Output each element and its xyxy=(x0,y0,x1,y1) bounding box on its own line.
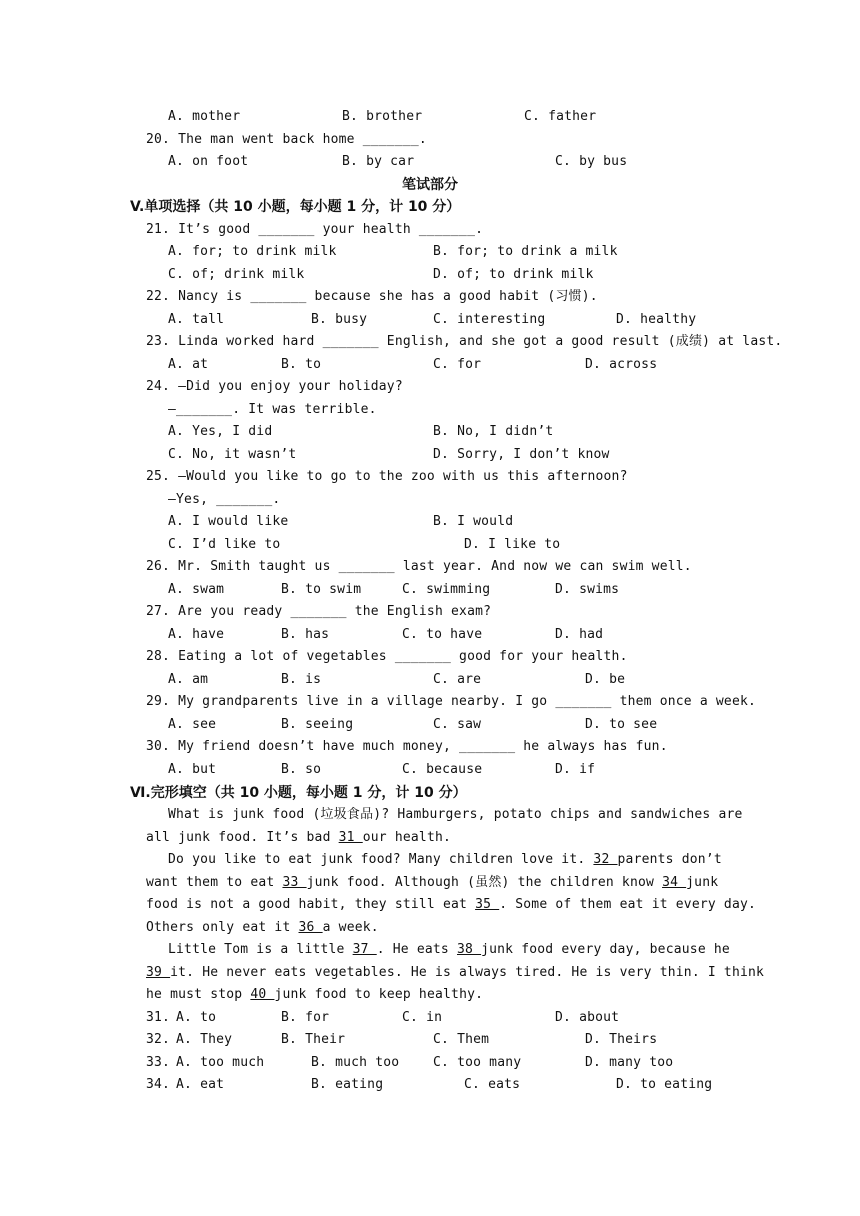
passage-text: Little Tom is a little xyxy=(168,942,353,957)
question-stem: 23. Linda worked hard _______ English, and she got a good result (成绩) at last. xyxy=(146,334,783,349)
question-stem-line2: —_______. It was terrible. xyxy=(168,402,377,417)
option: A. They xyxy=(176,1032,233,1047)
option: B. seeing xyxy=(281,717,354,732)
passage-text: . Some of them eat it every day. xyxy=(499,897,757,912)
option: A. to xyxy=(176,1010,217,1025)
option: C. I’d like to xyxy=(168,537,281,552)
option: D. Theirs xyxy=(585,1032,658,1047)
option: A. see xyxy=(168,717,217,732)
option: C. Them xyxy=(433,1032,490,1047)
question-stem-line2: —Yes, _______. xyxy=(168,492,281,507)
blank-31: 31 xyxy=(338,830,363,845)
option: A. eat xyxy=(176,1077,225,1092)
passage-line xyxy=(146,986,483,1004)
option: B. eating xyxy=(311,1077,384,1092)
blank-39: 39 xyxy=(146,965,171,980)
option: D. healthy xyxy=(616,312,697,327)
question-stem: 25. —Would you like to go to the zoo with us this afternoon? xyxy=(146,469,628,484)
option: D. Sorry, I don’t know xyxy=(433,447,610,462)
option: A. am xyxy=(168,672,209,687)
blank-32: 32 xyxy=(593,852,618,867)
option: C. of; drink milk xyxy=(168,267,305,282)
option: B. to swim xyxy=(281,582,362,597)
option: A. mother xyxy=(168,109,241,124)
option: D. many too xyxy=(585,1055,674,1070)
passage-line xyxy=(168,941,730,959)
option: C. because xyxy=(402,762,483,777)
blank-34: 34 xyxy=(662,875,687,890)
question-stem: 21. It’s good _______ your health _______. xyxy=(146,222,484,237)
option: D. to eating xyxy=(616,1077,713,1092)
option: B. for; to drink a milk xyxy=(433,244,618,259)
passage-line xyxy=(168,851,722,869)
blank-33: 33 xyxy=(282,875,307,890)
cloze-number: 32. xyxy=(146,1032,171,1047)
option: B. is xyxy=(281,672,322,687)
section-5-title: V.单项选择（共 10 小题，每小题 1 分，计 10 分） xyxy=(130,199,461,215)
option: D. about xyxy=(555,1010,620,1025)
option: B. by car xyxy=(342,154,415,169)
passage-text: he must stop xyxy=(146,987,251,1002)
question-stem: 24. —Did you enjoy your holiday? xyxy=(146,379,403,394)
passage-line xyxy=(146,919,379,937)
passage-text: junk food to keep healthy. xyxy=(274,987,484,1002)
question-stem: 27. Are you ready _______ the English exam? xyxy=(146,604,492,619)
option: A. swam xyxy=(168,582,225,597)
option: B. for xyxy=(281,1010,330,1025)
option: A. have xyxy=(168,627,225,642)
passage-text: all junk food. It’s bad xyxy=(146,830,339,845)
question-stem: 28. Eating a lot of vegetables _______ good for your health. xyxy=(146,649,628,664)
option: C. father xyxy=(524,109,597,124)
blank-38: 38 xyxy=(457,942,482,957)
option: C. No, it wasn’t xyxy=(168,447,297,462)
passage-line xyxy=(146,896,756,914)
written-section-title: 笔试部分 xyxy=(402,177,458,193)
option: C. interesting xyxy=(433,312,546,327)
section-6-title: Ⅵ.完形填空（共 10 小题，每小题 1 分，计 10 分） xyxy=(130,785,467,801)
passage-line: What is junk food (垃圾食品)? Hamburgers, potato chips and sandwiches are xyxy=(168,807,743,822)
option: D. to see xyxy=(585,717,658,732)
passage-text: Do you like to eat junk food? Many children love it. xyxy=(168,852,594,867)
passage-text: Others only eat it xyxy=(146,920,299,935)
option: B. brother xyxy=(342,109,423,124)
blank-40: 40 xyxy=(250,987,275,1002)
question-stem: 20. The man went back home _______. xyxy=(146,132,427,147)
passage-line xyxy=(146,829,451,847)
option: D. if xyxy=(555,762,596,777)
option: A. too much xyxy=(176,1055,265,1070)
option: D. be xyxy=(585,672,626,687)
option: C. for xyxy=(433,357,482,372)
option: A. I would like xyxy=(168,514,289,529)
question-stem: 22. Nancy is _______ because she has a good habit (习惯). xyxy=(146,289,598,304)
question-stem: 30. My friend doesn’t have much money, _______ he always has fun. xyxy=(146,739,668,754)
option: C. are xyxy=(433,672,482,687)
blank-37: 37 xyxy=(352,942,377,957)
option: A. but xyxy=(168,762,217,777)
option: D. had xyxy=(555,627,604,642)
passage-text: our health. xyxy=(362,830,452,845)
option: D. swims xyxy=(555,582,620,597)
option: B. Their xyxy=(281,1032,346,1047)
passage-text: parents don’t xyxy=(617,852,722,867)
option: A. Yes, I did xyxy=(168,424,273,439)
option: C. to have xyxy=(402,627,483,642)
option: C. saw xyxy=(433,717,482,732)
option: C. in xyxy=(402,1010,443,1025)
option: D. I like to xyxy=(464,537,561,552)
passage-text: a week. xyxy=(322,920,379,935)
option: B. so xyxy=(281,762,322,777)
passage-text: food is not a good habit, they still eat xyxy=(146,897,476,912)
option: A. tall xyxy=(168,312,225,327)
option: C. by bus xyxy=(555,154,628,169)
passage-text: . He eats xyxy=(376,942,457,957)
option: D. across xyxy=(585,357,658,372)
option: B. to xyxy=(281,357,322,372)
blank-35: 35 xyxy=(475,897,500,912)
option: C. too many xyxy=(433,1055,522,1070)
passage-text: want them to eat xyxy=(146,875,283,890)
option: D. of; to drink milk xyxy=(433,267,594,282)
cloze-number: 31. xyxy=(146,1010,171,1025)
passage-text: junk food. Although (虽然) the children know xyxy=(306,875,663,890)
passage-line xyxy=(146,964,764,982)
option: A. for; to drink milk xyxy=(168,244,337,259)
question-stem: 26. Mr. Smith taught us _______ last year. And now we can swim well. xyxy=(146,559,692,574)
passage-text: it. He never eats vegetables. He is always tired. He is very thin. I think xyxy=(170,965,765,980)
passage-line xyxy=(146,874,718,892)
option: B. much too xyxy=(311,1055,400,1070)
option: C. swimming xyxy=(402,582,491,597)
option: B. busy xyxy=(311,312,368,327)
cloze-number: 33. xyxy=(146,1055,171,1070)
option: C. eats xyxy=(464,1077,521,1092)
passage-text: junk food every day, because he xyxy=(481,942,730,957)
option: B. I would xyxy=(433,514,514,529)
blank-36: 36 xyxy=(298,920,323,935)
option: A. on foot xyxy=(168,154,249,169)
option: A. at xyxy=(168,357,209,372)
option: B. No, I didn’t xyxy=(433,424,554,439)
cloze-number: 34. xyxy=(146,1077,171,1092)
question-stem: 29. My grandparents live in a village nearby. I go _______ them once a week. xyxy=(146,694,757,709)
option: B. has xyxy=(281,627,330,642)
passage-text: junk xyxy=(686,875,719,890)
